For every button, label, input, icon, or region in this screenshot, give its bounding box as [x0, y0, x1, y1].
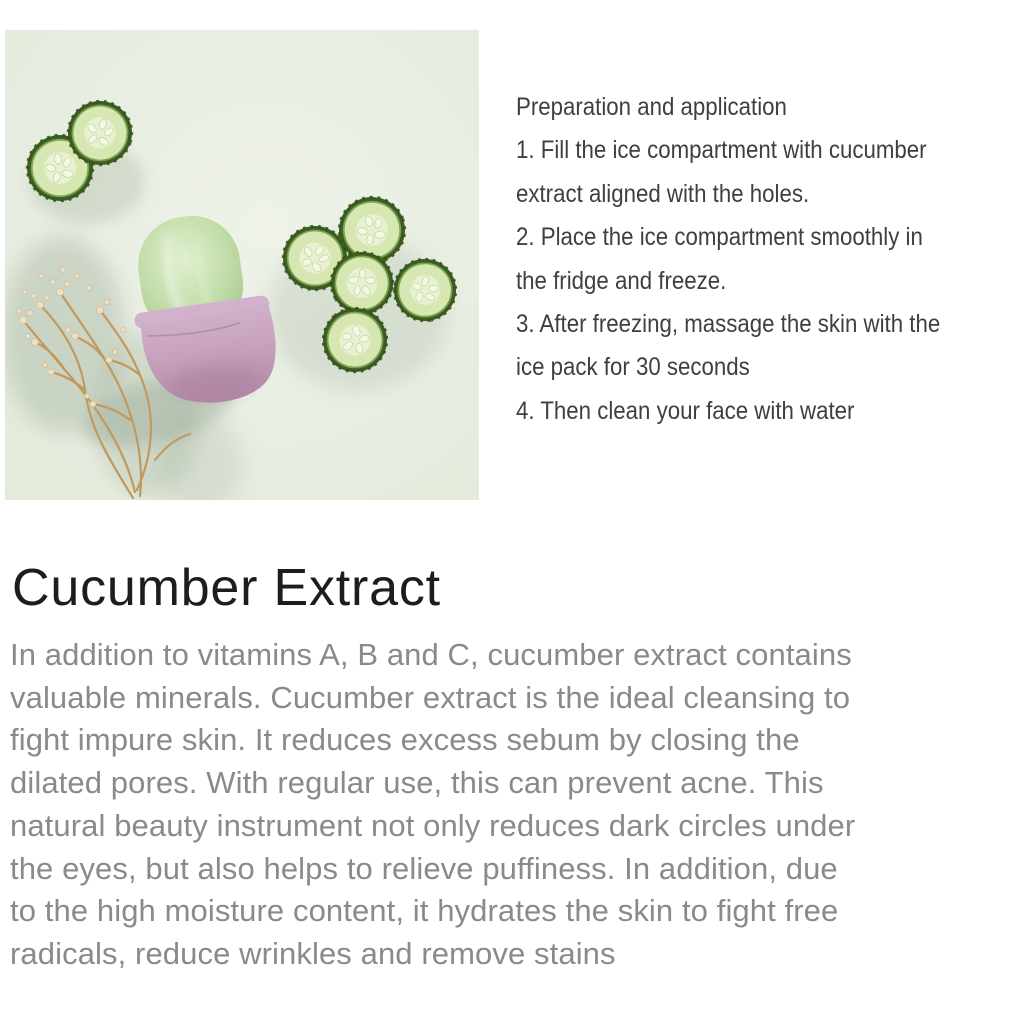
- instruction-line: ice pack for 30 seconds: [516, 353, 750, 382]
- product-photo: [5, 30, 479, 500]
- instruction-line: 2. Place the ice compartment smoothly in: [516, 223, 923, 252]
- instruction-line: extract aligned with the holes.: [516, 179, 810, 208]
- instructions-title: Preparation and application: [516, 93, 787, 121]
- paragraph-line: the eyes, but also helps to relieve puffiness. In addition, due: [10, 850, 838, 886]
- paragraph-line: In addition to vitamins A, B and C, cucumber extract contains: [10, 637, 852, 672]
- instruction-line: 3. After freezing, massage the skin with the: [516, 310, 941, 339]
- paragraph-line: dilated pores. With regular use, this can prevent acne. This: [10, 765, 824, 801]
- paragraph-line: natural beauty instrument not only reduces dark circles under: [10, 807, 856, 843]
- paragraph-line: to the high moisture content, it hydrates the skin to fight free: [10, 893, 839, 929]
- section-heading: Cucumber Extract: [12, 559, 441, 617]
- paragraph-line: valuable minerals. Cucumber extract is the ideal cleansing to: [10, 679, 851, 715]
- instruction-line: 1. Fill the ice compartment with cucumber: [516, 136, 927, 165]
- paragraph-line: radicals, reduce wrinkles and remove stains: [10, 935, 616, 971]
- instructions-block: [516, 86, 1024, 433]
- paragraph-line: fight impure skin. It reduces excess sebum by closing the: [10, 722, 800, 758]
- description-paragraph: [10, 634, 1020, 976]
- instruction-line: 4. Then clean your face with water: [516, 396, 855, 425]
- instruction-line: the fridge and freeze.: [516, 266, 727, 295]
